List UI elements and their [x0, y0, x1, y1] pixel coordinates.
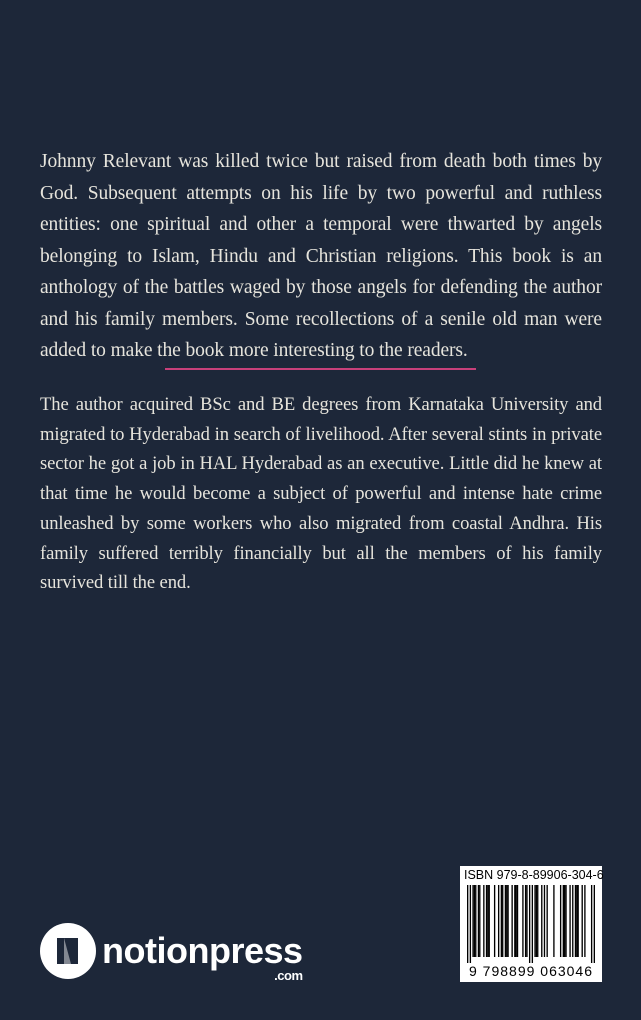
barcode-bar [505, 885, 506, 957]
barcode-bar [470, 885, 471, 963]
barcode-bar [489, 885, 490, 957]
barcode-bar [572, 885, 573, 957]
barcode-bar [529, 885, 530, 963]
barcode-bar [544, 885, 545, 957]
barcode-bar [516, 885, 517, 957]
barcode-bar [472, 885, 473, 957]
barcode-bar [475, 885, 476, 957]
barcode-bar [487, 885, 488, 957]
barcode-bar [537, 885, 538, 957]
barcode-bar [591, 885, 592, 963]
barcode-bar [514, 885, 515, 957]
barcode-bar [577, 885, 578, 957]
barcode-bar [534, 885, 535, 957]
barcode-bar [467, 885, 468, 963]
barcode-bar [479, 885, 480, 957]
author-bio: The author acquired BSc and BE degrees from Karnataka University and migrated to Hyderabad in search of livelihood. After several stints in private sector he got a job in HAL Hyderabad as an executive. Little did he knew at that time he would become a subject of powerful and intense hate crime unleashed by some workers who also migrated from coastal Andhra. His family suffered terribly financially but all the members of his family survived till the end. [40, 394, 602, 594]
barcode-bar [517, 885, 518, 957]
barcode-bars [467, 885, 595, 963]
barcode-bar [532, 885, 533, 963]
barcode-bar [507, 885, 508, 957]
barcode-bar [546, 885, 547, 957]
barcode-bar [498, 885, 499, 957]
barcode-bar [541, 885, 542, 957]
publisher-domain-suffix: .com [274, 968, 303, 983]
back-cover-summary: Johnny Relevant was killed twice but raised from death both times by God. Subsequent attempts on his life by two powerful and ruthless entities: one spiritual and other a temporal were thwarted by angels belonging to Islam, Hindu and Christian religions. This book is an anthology of the battles waged by those angels for defending the author and his family members. Some recollections of a senile old man were added to make the book more interesting to the readers. [40, 151, 602, 361]
barcode-bar [553, 885, 554, 957]
barcode-bar [560, 885, 561, 957]
barcode-bar [522, 885, 523, 957]
barcode-bar [582, 885, 583, 957]
barcode-bar [486, 885, 487, 957]
barcode-bar [494, 885, 495, 957]
publisher-logo [40, 921, 303, 981]
barcode-bar [575, 885, 576, 957]
barcode-bar [563, 885, 564, 957]
barcode-bar [594, 885, 595, 963]
barcode-bar [483, 885, 484, 957]
barcode-bar [501, 885, 502, 957]
barcode-bar [564, 885, 565, 957]
section-divider [165, 368, 476, 370]
isbn-label: ISBN 979-8-89906-304-6 [464, 868, 604, 882]
barcode-bar [506, 885, 507, 957]
barcode-bar [584, 885, 585, 957]
barcode-bar [525, 885, 526, 957]
barcode-bar [576, 885, 577, 957]
notionpress-n-icon [40, 923, 96, 979]
barcode-bar [474, 885, 475, 957]
barcode-digits: 9 798899 063046 [469, 963, 593, 979]
publisher-name [102, 930, 303, 983]
barcode-bar [526, 885, 527, 957]
barcode-bar [511, 885, 512, 957]
barcode-bar [565, 885, 566, 957]
barcode-bar [536, 885, 537, 957]
isbn-barcode [460, 866, 602, 982]
barcode-bar [502, 885, 503, 957]
barcode-bar [478, 885, 479, 957]
barcode-bar [569, 885, 570, 957]
publisher-name-text: notionpress [102, 930, 303, 971]
